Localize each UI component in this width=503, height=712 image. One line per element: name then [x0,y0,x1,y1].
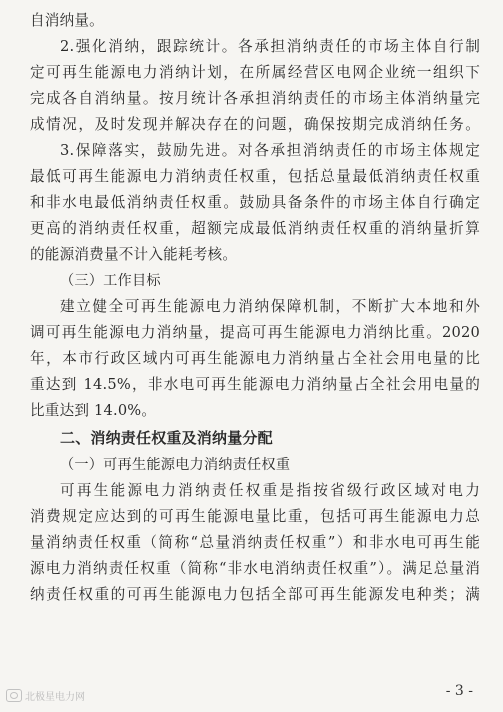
paragraph-line: 定可再生能源电力消纳计划，在所属经营区电网企业统一组织下 [30,64,480,81]
paragraph-line: 年，本市行政区域内可再生能源电力消纳量占全社会用电量的比 [30,350,480,367]
section-heading: 二、消纳责任权重及消纳量分配 [60,429,273,447]
paragraph-line: 源电力消纳责任权重（简称“非水电消纳责任权重”）。满足总量消 [30,560,480,577]
paragraph-line: 自消纳量。 [30,12,104,29]
paragraph-line: 更高的消纳责任权重，超额完成最低消纳责任权重的消纳量折算 [30,220,480,237]
paragraph-line: 纳责任权重的可再生能源电力包括全部可再生能源发电种类；满 [30,586,480,603]
paragraph-line: 3.保障落实，鼓励先进。对各承担消纳责任的市场主体规定 [60,142,480,159]
watermark-text: 北极星电力网 [25,692,85,703]
paragraph-line: 最低可再生能源电力消纳责任权重，包括总量最低消纳责任权重 [30,168,480,185]
paragraph-line: 成情况，及时发现并解决存在的问题，确保按期完成消纳任务。 [30,116,480,133]
paragraph-line: 建立健全可再生能源电力消纳保障机制，不断扩大本地和外 [60,298,480,315]
paragraph-line: 调可再生能源电力消纳量，提高可再生能源电力消纳比重。2020 [30,324,480,341]
paragraph-line: 2.强化消纳，跟踪统计。各承担消纳责任的市场主体自行制 [60,38,480,55]
paragraph-line: 重达到 14.5%，非水电可再生能源电力消纳量占全社会用电量的 [30,376,480,393]
paragraph-line: 比重达到 14.0%。 [30,402,157,419]
paragraph-line: 完成各自消纳量。按月统计各承担消纳责任的市场主体消纳量完 [30,90,480,107]
document-body [30,8,480,608]
page-number: - 3 - [445,683,473,699]
watermark-logo-icon [6,689,22,702]
watermark [6,688,85,703]
paragraph-line: 可再生能源电力消纳责任权重是指按省级行政区域对电力 [60,482,480,499]
paragraph-line: 消费规定应达到的可再生能源电量比重，包括可再生能源电力总 [30,508,480,525]
paragraph-line: 的能源消费量不计入能耗考核。 [30,246,238,263]
section-subheading: （一）可再生能源电力消纳责任权重 [60,457,291,473]
paragraph-line: 和非水电最低消纳责任权重。鼓励具备条件的市场主体自行确定 [30,194,480,211]
paragraph-line: 量消纳责任权重（简称“总量消纳责任权重”）和非水电可再生能 [30,534,480,551]
section-subheading: （三）工作目标 [60,273,161,289]
